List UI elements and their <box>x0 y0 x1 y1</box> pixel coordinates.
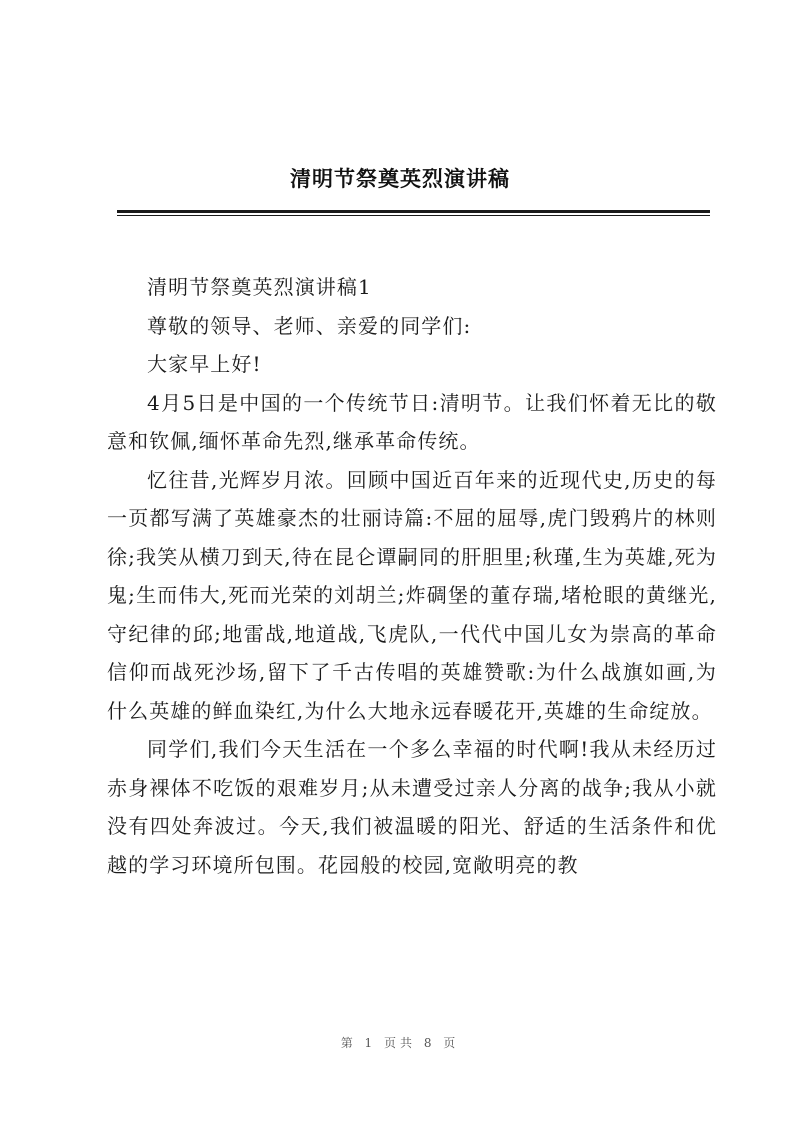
paragraph-greeting: 大家早上好! <box>147 352 262 376</box>
paragraph-heading: 清明节祭奠英烈演讲稿1 <box>147 275 372 299</box>
title-rule-thin <box>117 215 710 216</box>
document-body <box>107 268 717 884</box>
title-rule-thick <box>117 210 710 213</box>
paragraph: 忆往昔,光辉岁月浓。回顾中国近百年来的近现代史,历史的每一页都写满了英雄豪杰的壮丽诗篇:不屈的屈辱,虎门毁鸦片的林则徐;我笑从横刀到天,待在昆仑谭嗣同的肝胆里;秋瑾,生为英雄,死为鬼;生而伟大,死而光荣的刘胡兰;炸碉堡的董存瑞,堵枪眼的黄继光,守纪律的邱;地雷战,地道战,飞虎队,一代代中国儿女为崇高的革命信仰而战死沙场,留下了千古传唱的英雄赞歌:为什么战旗如画,为什么英雄的鲜血染红,为什么大地永远春暖花开,英雄的生命绽放。 <box>107 467 717 723</box>
paragraph-salutation: 尊敬的领导、老师、亲爱的同学们: <box>147 313 472 338</box>
paragraph: 4月5日是中国的一个传统节日:清明节。让我们怀着无比的敬意和钦佩,缅怀革命先烈,继承革命传统。 <box>107 390 717 453</box>
paragraph: 同学们,我们今天生活在一个多么幸福的时代啊!我从未经历过赤身裸体不吃饭的艰难岁月;从未遭受过亲人分离的战争;我从小就没有四处奔波过。今天,我们被温暖的阳光、舒适的生活条件和优越的学习环境所包围。花园般的校园,宽敞明亮的教 <box>107 737 717 877</box>
page-footer: 第 1 页共 8 页 <box>340 1036 460 1050</box>
document-title: 清明节祭奠英烈演讲稿 <box>290 167 510 191</box>
